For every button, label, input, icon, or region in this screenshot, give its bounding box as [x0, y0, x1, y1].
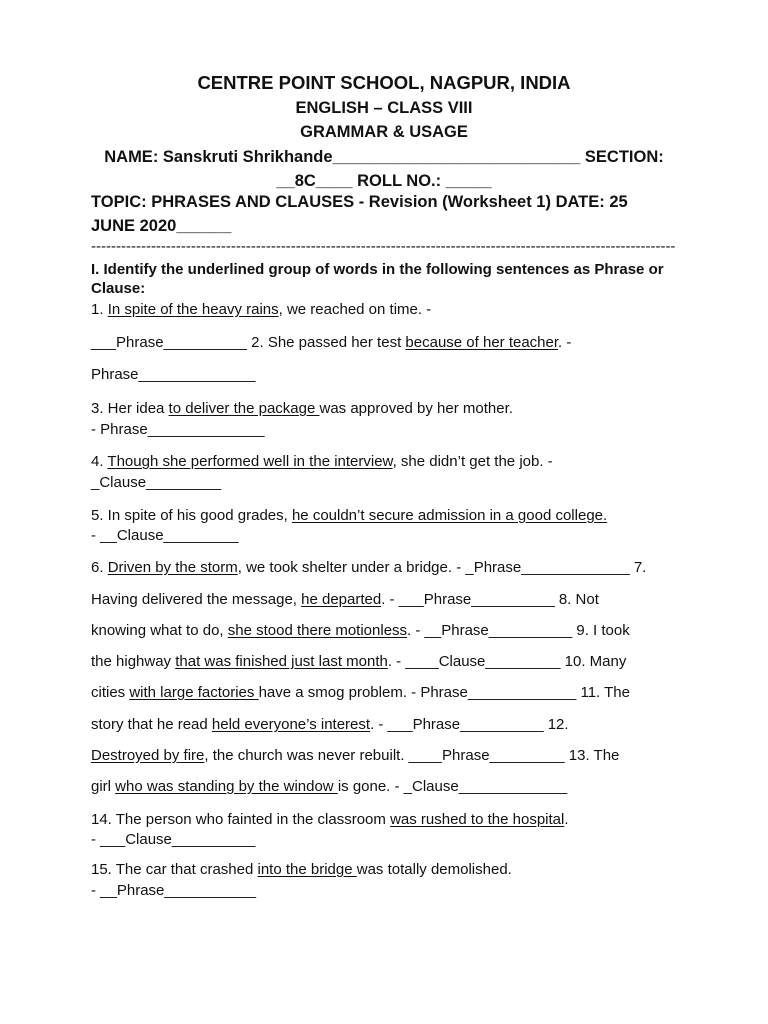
underlined-words: into the bridge [257, 861, 357, 878]
worksheet-line [91, 300, 431, 320]
school-name: CENTRE POINT SCHOOL, NAGPUR, INDIA [197, 72, 571, 93]
worksheet-line [91, 399, 513, 419]
worksheet-line [91, 715, 569, 735]
sentence-text: 1. [91, 301, 108, 318]
sentence-text: 3. Her idea [91, 400, 169, 417]
underlined-words: he departed [301, 591, 382, 608]
worksheet-line [91, 420, 264, 440]
underlined-words: was rushed to the hospital [390, 811, 565, 828]
worksheet-line [91, 621, 630, 641]
sentence-text: , we reached on time. - [278, 301, 432, 318]
instruction-line: Clause: [91, 280, 146, 297]
worksheet-line [91, 473, 221, 493]
name-section-line [0, 147, 768, 167]
sentence-text: _Clause_________ [91, 474, 222, 491]
sentence-text: . - ___Phrase__________ 8. Not [381, 591, 599, 608]
name-blank: ___________________________ [332, 148, 581, 166]
date-label: DATE: [555, 193, 605, 211]
instruction-line: I. Identify the underlined group of words in the following sentences as Phrase or [91, 261, 664, 278]
worksheet-line [91, 830, 255, 850]
dashed-divider: --------------------------------------------------------------------------------------------------------------------- [91, 238, 676, 255]
topic-text: PHRASES AND CLAUSES - Revision (Worksheet 1) [151, 193, 551, 211]
date-month-year: JUNE 2020 [91, 217, 177, 235]
underlined-words: because of her teacher [405, 334, 559, 351]
sentence-text: - __Phrase___________ [91, 882, 257, 899]
student-name: Sanskruti Shrikhande [162, 148, 333, 166]
worksheet-line [91, 526, 239, 546]
sentence-text: 4. [91, 453, 108, 470]
sentence-text: - Phrase______________ [91, 421, 265, 438]
name-label: NAME: [104, 148, 159, 166]
section-value: __8C____ [276, 172, 353, 190]
underlined-words: to deliver the package [168, 400, 320, 417]
class-subject: ENGLISH – CLASS VIII [295, 99, 473, 117]
sentence-text: - __Clause_________ [91, 527, 239, 544]
underlined-words: who was standing by the window [115, 778, 338, 795]
underlined-words: In spite of the heavy rains [107, 301, 279, 318]
sentence-text: girl [91, 778, 116, 795]
sentence-text: 14. The person who fainted in the classroom [91, 811, 391, 828]
worksheet-line [91, 365, 255, 385]
underlined-words: she stood there motionless [227, 622, 408, 639]
sentence-text: was approved by her mother. [319, 400, 513, 417]
sentence-text: 6. [91, 559, 108, 576]
worksheet-line [91, 652, 626, 672]
sentence-text: . - ___Phrase__________ 12. [370, 716, 569, 733]
worksheet-line [91, 452, 553, 472]
sentence-text: Having delivered the message, [91, 591, 302, 608]
worksheet-line [91, 777, 567, 797]
sentence-text: , we took shelter under a bridge. - _Phrase_____________ 7. [237, 559, 647, 576]
worksheet-line [91, 881, 256, 901]
underlined-words: held everyone’s interest [211, 716, 371, 733]
date-day: 25 [609, 193, 628, 211]
sentence-text: is gone. - _Clause_____________ [337, 778, 568, 795]
sentence-text: ___Phrase__________ 2. She passed her test [91, 334, 406, 351]
topic-line [91, 192, 628, 212]
sentence-text: . - ____Clause_________ 10. Many [387, 653, 627, 670]
worksheet-line [91, 683, 630, 703]
sentence-text: . [564, 811, 569, 828]
sentence-text: have a smog problem. - Phrase_____________ 11. The [258, 684, 630, 701]
underlined-words: Driven by the storm [107, 559, 238, 576]
underlined-words: that was finished just last month [175, 653, 388, 670]
section-label: SECTION: [584, 148, 664, 166]
underlined-words: he couldn’t secure admission in a good college. [291, 507, 608, 524]
sentence-text: , the church was never rebuilt. ____Phrase_________ 13. The [204, 747, 620, 764]
topic-label: TOPIC: [91, 193, 147, 211]
sentence-text: the highway [91, 653, 176, 670]
sentence-text: . - [558, 334, 572, 351]
sentence-text: . - __Phrase__________ 9. I took [407, 622, 630, 639]
worksheet-line [91, 860, 512, 880]
sentence-text: 5. In spite of his good grades, [91, 507, 292, 524]
sentence-text: story that he read [91, 716, 212, 733]
date-blank: ______ [176, 217, 232, 235]
underlined-words: with large factories [129, 684, 259, 701]
underlined-words: Though she performed well in the interview [107, 453, 393, 470]
roll-blank: _____ [445, 172, 492, 190]
section-roll-line [0, 171, 768, 191]
sentence-text: 15. The car that crashed [91, 861, 258, 878]
sentence-text: was totally demolished. [356, 861, 512, 878]
date-line [91, 216, 231, 236]
sentence-text: knowing what to do, [91, 622, 228, 639]
sentence-text: Phrase______________ [91, 366, 256, 383]
worksheet-line [91, 810, 569, 830]
worksheet-line [91, 506, 607, 526]
worksheet-line [91, 590, 599, 610]
course-title: GRAMMAR & USAGE [300, 123, 468, 141]
sentence-text: , she didn’t get the job. - [392, 453, 553, 470]
sentence-text: - ___Clause__________ [91, 831, 256, 848]
worksheet-line [91, 558, 646, 578]
underlined-words: Destroyed by fire [91, 747, 205, 764]
worksheet-line [91, 746, 619, 766]
roll-label: ROLL NO.: [357, 172, 442, 190]
sentence-text: cities [91, 684, 130, 701]
worksheet-line [91, 333, 571, 353]
